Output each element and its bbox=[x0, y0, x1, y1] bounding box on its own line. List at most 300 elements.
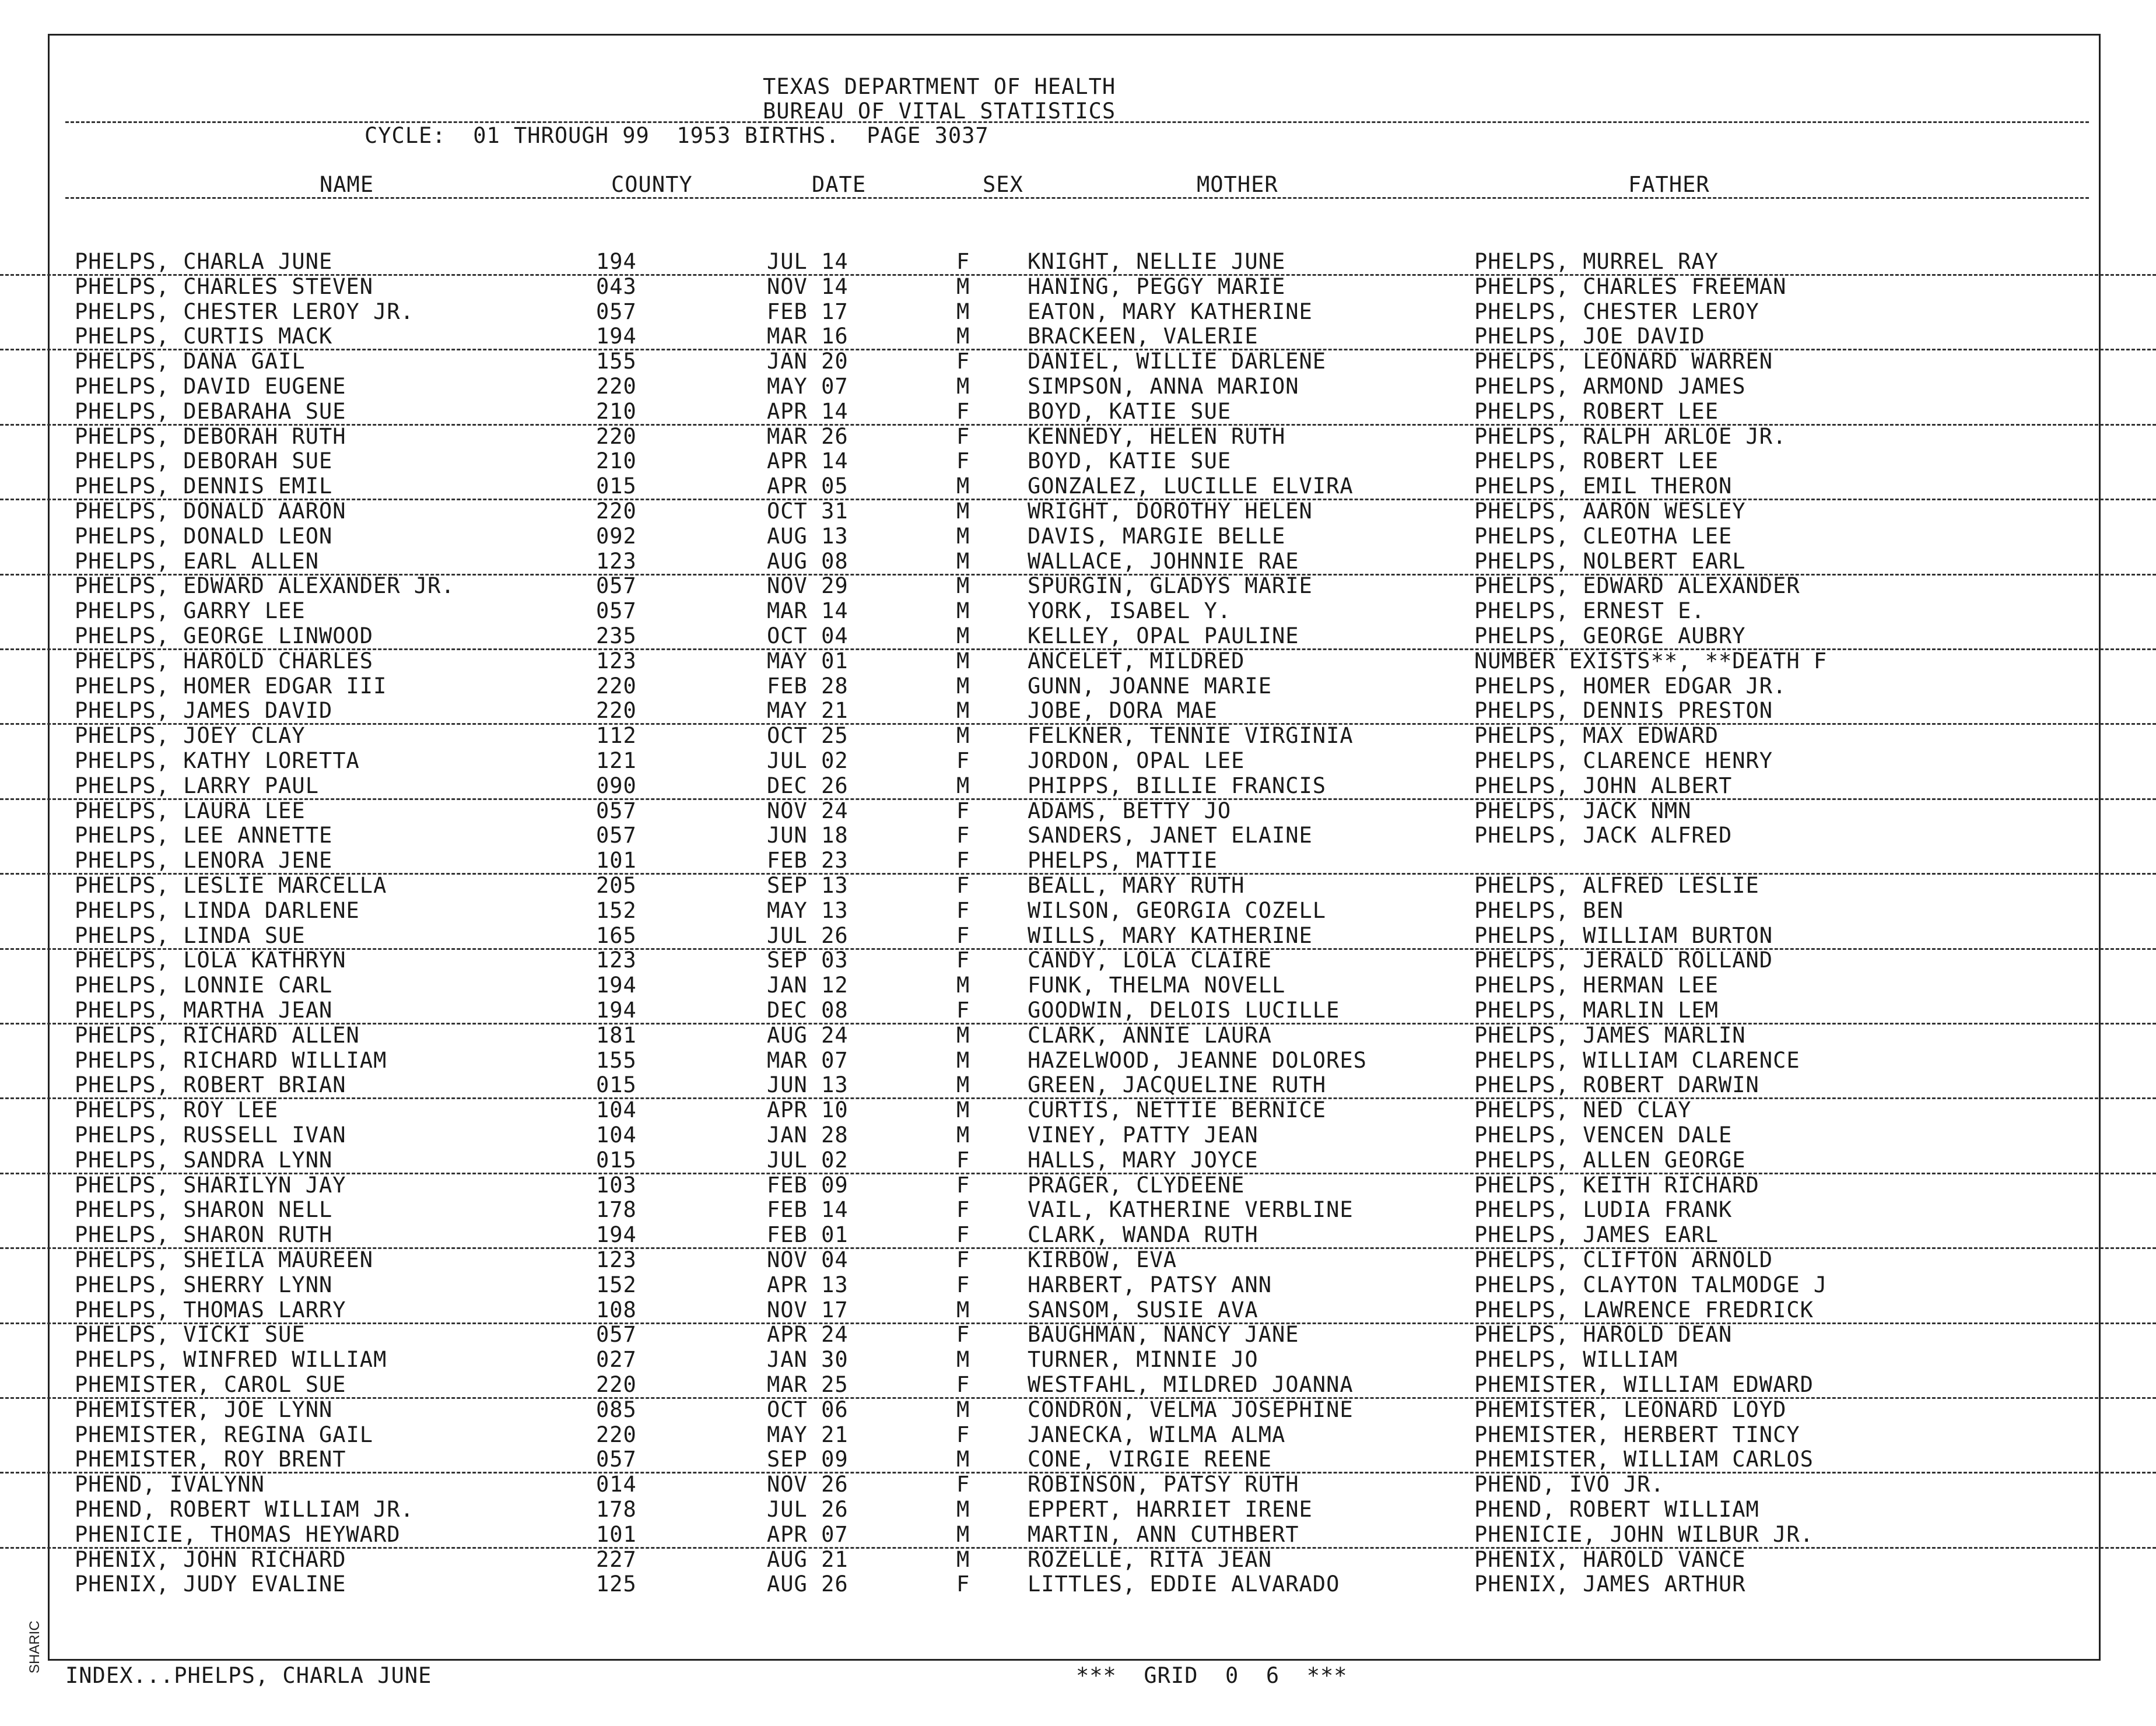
record-date: DEC 26 bbox=[767, 773, 849, 798]
record-name: PHELPS, DENNIS EMIL bbox=[75, 473, 333, 499]
record-mother: ANCELET, MILDRED bbox=[1028, 648, 1245, 673]
footer-grid: *** GRID 0 6 *** bbox=[1076, 1663, 1348, 1688]
record-county: 205 bbox=[596, 873, 637, 898]
record-father: PHELPS, ALLEN GEORGE bbox=[1474, 1147, 1746, 1173]
record-date: NOV 17 bbox=[767, 1297, 849, 1322]
table-row bbox=[0, 1447, 2156, 1474]
record-sex: M bbox=[956, 499, 970, 524]
table-row bbox=[0, 473, 2156, 500]
record-county: 210 bbox=[596, 398, 637, 424]
record-county: 121 bbox=[596, 748, 637, 773]
record-county: 057 bbox=[596, 823, 637, 848]
record-mother: VINEY, PATTY JEAN bbox=[1028, 1122, 1258, 1148]
record-father: PHEND, IVO JR. bbox=[1474, 1472, 1664, 1497]
record-county: 101 bbox=[596, 848, 637, 873]
record-father: PHELPS, CLARENCE HENRY bbox=[1474, 748, 1773, 773]
record-father: PHELPS, CLEOTHA LEE bbox=[1474, 523, 1733, 549]
record-mother: HAZELWOOD, JEANNE DOLORES bbox=[1028, 1047, 1367, 1073]
record-county: 178 bbox=[596, 1197, 637, 1223]
record-mother: GREEN, JACQUELINE RUTH bbox=[1028, 1072, 1327, 1098]
record-date: FEB 01 bbox=[767, 1222, 849, 1248]
record-name: PHELPS, LONNIE CARL bbox=[75, 973, 333, 998]
record-mother: JORDON, OPAL LEE bbox=[1028, 748, 1245, 773]
record-date: JAN 12 bbox=[767, 973, 849, 998]
table-row bbox=[0, 748, 2156, 773]
record-name: PHELPS, SHARON NELL bbox=[75, 1197, 333, 1223]
record-name: PHELPS, GEORGE LINWOOD bbox=[75, 623, 374, 648]
record-sex: F bbox=[956, 848, 970, 873]
record-county: 085 bbox=[596, 1397, 637, 1422]
record-mother: WILLS, MARY KATHERINE bbox=[1028, 922, 1313, 948]
record-date: JAN 30 bbox=[767, 1347, 849, 1373]
table-row bbox=[0, 598, 2156, 623]
record-mother: SPURGIN, GLADYS MARIE bbox=[1028, 573, 1313, 599]
table-row bbox=[0, 773, 2156, 800]
table-row bbox=[0, 648, 2156, 673]
record-father: PHELPS, CHESTER LEROY bbox=[1474, 299, 1759, 324]
record-sex: F bbox=[956, 1147, 970, 1173]
record-name: PHEND, IVALYNN bbox=[75, 1472, 265, 1497]
table-row bbox=[0, 1272, 2156, 1297]
record-mother: SANDERS, JANET ELAINE bbox=[1028, 823, 1313, 848]
record-mother: BEALL, MARY RUTH bbox=[1028, 873, 1245, 898]
record-name: PHELPS, RICHARD WILLIAM bbox=[75, 1047, 387, 1073]
record-date: NOV 24 bbox=[767, 798, 849, 823]
record-sex: F bbox=[956, 1222, 970, 1248]
record-county: 015 bbox=[596, 1072, 637, 1098]
table-row bbox=[0, 798, 2156, 823]
table-row bbox=[0, 948, 2156, 973]
record-name: PHELPS, WINFRED WILLIAM bbox=[75, 1347, 387, 1373]
record-county: 220 bbox=[596, 673, 637, 699]
column-header-sex: SEX bbox=[983, 172, 1023, 197]
column-header-date: DATE bbox=[812, 172, 867, 197]
record-father: PHELPS, BEN bbox=[1474, 897, 1624, 923]
record-name: PHELPS, DEBORAH SUE bbox=[75, 448, 333, 474]
record-father: PHEMISTER, LEONARD LOYD bbox=[1474, 1397, 1787, 1422]
record-father: PHELPS, ALFRED LESLIE bbox=[1474, 873, 1759, 898]
record-sex: M bbox=[956, 973, 970, 998]
record-father: PHELPS, WILLIAM bbox=[1474, 1347, 1678, 1373]
record-name: PHELPS, ROBERT BRIAN bbox=[75, 1072, 346, 1098]
record-sex: M bbox=[956, 1047, 970, 1073]
record-name: PHENIX, JOHN RICHARD bbox=[75, 1546, 346, 1572]
record-county: 220 bbox=[596, 698, 637, 724]
record-date: AUG 13 bbox=[767, 523, 849, 549]
agency-title: TEXAS DEPARTMENT OF HEALTH bbox=[763, 74, 1116, 99]
record-name: PHELPS, CHESTER LEROY JR. bbox=[75, 299, 414, 324]
record-name: PHELPS, EDWARD ALEXANDER JR. bbox=[75, 573, 455, 599]
record-mother: WALLACE, JOHNNIE RAE bbox=[1028, 548, 1299, 574]
table-row bbox=[0, 1372, 2156, 1399]
record-father: PHELPS, WILLIAM CLARENCE bbox=[1474, 1047, 1800, 1073]
table-row bbox=[0, 1023, 2156, 1048]
record-father: PHEMISTER, WILLIAM CARLOS bbox=[1474, 1447, 1814, 1472]
record-county: 181 bbox=[596, 1022, 637, 1048]
record-father: PHELPS, JAMES EARL bbox=[1474, 1222, 1719, 1248]
record-mother: CLARK, WANDA RUTH bbox=[1028, 1222, 1258, 1248]
record-name: PHEMISTER, CAROL SUE bbox=[75, 1372, 346, 1397]
record-date: MAR 14 bbox=[767, 598, 849, 624]
record-date: FEB 28 bbox=[767, 673, 849, 699]
record-mother: PHIPPS, BILLIE FRANCIS bbox=[1028, 773, 1327, 798]
table-row bbox=[0, 698, 2156, 725]
record-father: PHELPS, JACK NMN bbox=[1474, 798, 1692, 823]
record-name: PHELPS, LAURA LEE bbox=[75, 798, 306, 823]
record-mother: WRIGHT, DOROTHY HELEN bbox=[1028, 499, 1313, 524]
record-date: OCT 04 bbox=[767, 623, 849, 648]
record-father: PHELPS, RALPH ARLOE JR. bbox=[1474, 423, 1787, 449]
record-date: JUL 26 bbox=[767, 1497, 849, 1522]
record-county: 155 bbox=[596, 1047, 637, 1073]
record-father: PHELPS, HAROLD DEAN bbox=[1474, 1322, 1733, 1348]
table-row bbox=[0, 549, 2156, 576]
record-date: JAN 20 bbox=[767, 349, 849, 374]
record-name: PHELPS, LINDA DARLENE bbox=[75, 897, 360, 923]
record-county: 220 bbox=[596, 374, 637, 399]
record-sex: F bbox=[956, 998, 970, 1023]
record-mother: GOODWIN, DELOIS LUCILLE bbox=[1028, 998, 1340, 1023]
record-mother: HARBERT, PATSY ANN bbox=[1028, 1272, 1272, 1297]
record-mother: ROZELLE, RITA JEAN bbox=[1028, 1546, 1272, 1572]
record-sex: F bbox=[956, 1197, 970, 1223]
record-sex: M bbox=[956, 299, 970, 324]
table-row bbox=[0, 399, 2156, 426]
record-father: PHELPS, LEONARD WARREN bbox=[1474, 349, 1773, 374]
record-father: PHEMISTER, HERBERT TINCY bbox=[1474, 1422, 1800, 1447]
table-row bbox=[0, 1122, 2156, 1148]
record-date: JUN 18 bbox=[767, 823, 849, 848]
record-county: 220 bbox=[596, 1422, 637, 1447]
record-father: PHELPS, JERALD ROLLAND bbox=[1474, 948, 1773, 973]
record-father: PHELPS, VENCEN DALE bbox=[1474, 1122, 1733, 1148]
record-name: PHELPS, HAROLD CHARLES bbox=[75, 648, 374, 673]
record-father: PHEND, ROBERT WILLIAM bbox=[1474, 1497, 1759, 1522]
record-county: 101 bbox=[596, 1521, 637, 1547]
record-date: APR 24 bbox=[767, 1322, 849, 1348]
record-sex: M bbox=[956, 673, 970, 699]
record-date: OCT 25 bbox=[767, 723, 849, 749]
record-county: 057 bbox=[596, 598, 637, 624]
record-name: PHELPS, CHARLA JUNE bbox=[75, 249, 333, 274]
record-name: PHELPS, JOEY CLAY bbox=[75, 723, 306, 749]
record-county: 104 bbox=[596, 1097, 637, 1123]
record-date: FEB 09 bbox=[767, 1172, 849, 1198]
record-county: 027 bbox=[596, 1347, 637, 1373]
record-county: 152 bbox=[596, 1272, 637, 1297]
record-county: 043 bbox=[596, 273, 637, 299]
record-mother: HALLS, MARY JOYCE bbox=[1028, 1147, 1258, 1173]
record-father: PHELPS, CLIFTON ARNOLD bbox=[1474, 1247, 1773, 1272]
record-county: 103 bbox=[596, 1172, 637, 1198]
record-date: FEB 23 bbox=[767, 848, 849, 873]
record-mother: CONE, VIRGIE REENE bbox=[1028, 1447, 1272, 1472]
record-father: PHELPS, DENNIS PRESTON bbox=[1474, 698, 1773, 724]
record-father: PHELPS, EMIL THERON bbox=[1474, 473, 1733, 499]
record-sex: M bbox=[956, 648, 970, 673]
record-name: PHELPS, RICHARD ALLEN bbox=[75, 1022, 360, 1048]
record-name: PHELPS, DEBORAH RUTH bbox=[75, 423, 346, 449]
record-name: PHELPS, GARRY LEE bbox=[75, 598, 306, 624]
record-date: MAY 01 bbox=[767, 648, 849, 673]
record-sex: F bbox=[956, 1472, 970, 1497]
record-mother: BOYD, KATIE SUE bbox=[1028, 398, 1232, 424]
record-date: MAR 07 bbox=[767, 1047, 849, 1073]
record-sex: M bbox=[956, 1072, 970, 1098]
record-date: APR 05 bbox=[767, 473, 849, 499]
record-date: DEC 08 bbox=[767, 998, 849, 1023]
record-date: NOV 04 bbox=[767, 1247, 849, 1272]
record-name: PHELPS, KATHY LORETTA bbox=[75, 748, 360, 773]
record-sex: F bbox=[956, 1422, 970, 1447]
record-mother: GUNN, JOANNE MARIE bbox=[1028, 673, 1272, 699]
record-father: PHELPS, NED CLAY bbox=[1474, 1097, 1692, 1123]
record-sex: F bbox=[956, 1372, 970, 1397]
table-row bbox=[0, 1322, 2156, 1347]
table-row bbox=[0, 1173, 2156, 1198]
record-sex: M bbox=[956, 1521, 970, 1547]
record-date: APR 14 bbox=[767, 398, 849, 424]
record-date: APR 07 bbox=[767, 1521, 849, 1547]
record-mother: JANECKA, WILMA ALMA bbox=[1028, 1422, 1286, 1447]
record-name: PHELPS, VICKI SUE bbox=[75, 1322, 306, 1348]
record-date: NOV 14 bbox=[767, 273, 849, 299]
record-sex: F bbox=[956, 823, 970, 848]
record-father: PHELPS, NOLBERT EARL bbox=[1474, 548, 1746, 574]
record-mother: CLARK, ANNIE LAURA bbox=[1028, 1022, 1272, 1048]
table-row bbox=[0, 1472, 2156, 1497]
record-date: MAY 21 bbox=[767, 698, 849, 724]
record-sex: M bbox=[956, 1097, 970, 1123]
record-sex: F bbox=[956, 748, 970, 773]
record-name: PHELPS, CURTIS MACK bbox=[75, 324, 333, 349]
record-name: PHELPS, SHERRY LYNN bbox=[75, 1272, 333, 1297]
record-sex: M bbox=[956, 1297, 970, 1322]
record-father: PHELPS, HERMAN LEE bbox=[1474, 973, 1719, 998]
record-mother: LITTLES, EDDIE ALVARADO bbox=[1028, 1571, 1340, 1597]
record-date: JUL 14 bbox=[767, 249, 849, 274]
record-mother: ROBINSON, PATSY RUTH bbox=[1028, 1472, 1299, 1497]
record-mother: EATON, MARY KATHERINE bbox=[1028, 299, 1313, 324]
record-name: PHELPS, DONALD LEON bbox=[75, 523, 333, 549]
record-mother: FUNK, THELMA NOVELL bbox=[1028, 973, 1286, 998]
record-county: 108 bbox=[596, 1297, 637, 1322]
record-county: 220 bbox=[596, 1372, 637, 1397]
record-date: MAY 07 bbox=[767, 374, 849, 399]
record-father: PHELPS, JOE DAVID bbox=[1474, 324, 1705, 349]
record-county: 220 bbox=[596, 499, 637, 524]
table-row bbox=[0, 723, 2156, 748]
record-county: 194 bbox=[596, 324, 637, 349]
record-sex: F bbox=[956, 423, 970, 449]
footer-index: INDEX...PHELPS, CHARLA JUNE bbox=[65, 1663, 432, 1688]
table-row bbox=[0, 1222, 2156, 1249]
record-county: 057 bbox=[596, 1447, 637, 1472]
record-county: 125 bbox=[596, 1571, 637, 1597]
record-mother: TURNER, MINNIE JO bbox=[1028, 1347, 1258, 1373]
record-sex: M bbox=[956, 273, 970, 299]
record-name: PHELPS, DANA GAIL bbox=[75, 349, 306, 374]
table-row bbox=[0, 873, 2156, 898]
record-mother: DANIEL, WILLIE DARLENE bbox=[1028, 349, 1327, 374]
table-row bbox=[0, 1097, 2156, 1122]
record-county: 194 bbox=[596, 249, 637, 274]
table-row bbox=[0, 1422, 2156, 1447]
record-date: MAR 26 bbox=[767, 423, 849, 449]
record-date: FEB 14 bbox=[767, 1197, 849, 1223]
record-sex: M bbox=[956, 1347, 970, 1373]
table-row bbox=[0, 324, 2156, 350]
record-sex: F bbox=[956, 1172, 970, 1198]
record-father: PHENICIE, JOHN WILBUR JR. bbox=[1474, 1521, 1814, 1547]
record-mother: BOYD, KATIE SUE bbox=[1028, 448, 1232, 474]
record-name: PHEND, ROBERT WILLIAM JR. bbox=[75, 1497, 414, 1522]
table-row bbox=[0, 448, 2156, 473]
record-mother: SANSOM, SUSIE AVA bbox=[1028, 1297, 1258, 1322]
record-sex: M bbox=[956, 723, 970, 749]
record-date: MAR 25 bbox=[767, 1372, 849, 1397]
record-father: PHELPS, ERNEST E. bbox=[1474, 598, 1705, 624]
record-mother: JOBE, DORA MAE bbox=[1028, 698, 1218, 724]
record-sex: M bbox=[956, 1546, 970, 1572]
record-sex: F bbox=[956, 448, 970, 474]
record-sex: F bbox=[956, 873, 970, 898]
record-sex: M bbox=[956, 548, 970, 574]
record-sex: M bbox=[956, 698, 970, 724]
table-row bbox=[0, 973, 2156, 998]
record-father: PHELPS, JOHN ALBERT bbox=[1474, 773, 1733, 798]
record-father: PHELPS, KEITH RICHARD bbox=[1474, 1172, 1759, 1198]
record-mother: KIRBOW, EVA bbox=[1028, 1247, 1177, 1272]
record-name: PHELPS, JAMES DAVID bbox=[75, 698, 333, 724]
record-father: PHELPS, MURREL RAY bbox=[1474, 249, 1719, 274]
record-mother: KENNEDY, HELEN RUTH bbox=[1028, 423, 1286, 449]
table-row bbox=[0, 1571, 2156, 1597]
record-name: PHELPS, HOMER EDGAR III bbox=[75, 673, 387, 699]
record-father: PHELPS, MARLIN LEM bbox=[1474, 998, 1719, 1023]
record-name: PHENIX, JUDY EVALINE bbox=[75, 1571, 346, 1597]
record-mother: GONZALEZ, LUCILLE ELVIRA bbox=[1028, 473, 1354, 499]
record-date: AUG 26 bbox=[767, 1571, 849, 1597]
record-father: PHEMISTER, WILLIAM EDWARD bbox=[1474, 1372, 1814, 1397]
record-county: 194 bbox=[596, 998, 637, 1023]
record-date: JUN 13 bbox=[767, 1072, 849, 1098]
record-name: PHEMISTER, REGINA GAIL bbox=[75, 1422, 374, 1447]
table-row bbox=[0, 998, 2156, 1025]
record-mother: SIMPSON, ANNA MARION bbox=[1028, 374, 1299, 399]
record-sex: M bbox=[956, 1497, 970, 1522]
record-sex: F bbox=[956, 897, 970, 923]
record-sex: F bbox=[956, 922, 970, 948]
record-county: 057 bbox=[596, 299, 637, 324]
record-sex: F bbox=[956, 948, 970, 973]
record-sex: F bbox=[956, 1571, 970, 1597]
record-sex: M bbox=[956, 773, 970, 798]
record-name: PHELPS, DONALD AARON bbox=[75, 499, 346, 524]
record-date: JUL 26 bbox=[767, 922, 849, 948]
record-name: PHELPS, LENORA JENE bbox=[75, 848, 333, 873]
table-row bbox=[0, 1247, 2156, 1272]
record-name: PHELPS, RUSSELL IVAN bbox=[75, 1122, 346, 1148]
table-row bbox=[0, 349, 2156, 374]
record-county: 057 bbox=[596, 1322, 637, 1348]
record-father: PHELPS, ROBERT LEE bbox=[1474, 398, 1719, 424]
record-name: PHELPS, LOLA KATHRYN bbox=[75, 948, 346, 973]
table-row bbox=[0, 1048, 2156, 1073]
record-name: PHELPS, SHARILYN JAY bbox=[75, 1172, 346, 1198]
column-header-mother: MOTHER bbox=[1197, 172, 1278, 197]
record-mother: CURTIS, NETTIE BERNICE bbox=[1028, 1097, 1327, 1123]
record-county: 155 bbox=[596, 349, 637, 374]
record-father: PHELPS, LAWRENCE FREDRICK bbox=[1474, 1297, 1814, 1322]
record-sex: M bbox=[956, 324, 970, 349]
microfilm-stamp: SHARIC bbox=[27, 1620, 43, 1674]
record-name: PHELPS, LESLIE MARCELLA bbox=[75, 873, 387, 898]
table-row bbox=[0, 1072, 2156, 1099]
record-sex: M bbox=[956, 1122, 970, 1148]
record-mother: PRAGER, CLYDEENE bbox=[1028, 1172, 1245, 1198]
record-sex: M bbox=[956, 1397, 970, 1422]
record-name: PHELPS, LEE ANNETTE bbox=[75, 823, 333, 848]
table-row bbox=[0, 524, 2156, 549]
table-row bbox=[0, 1197, 2156, 1222]
record-sex: F bbox=[956, 1272, 970, 1297]
record-sex: F bbox=[956, 1322, 970, 1348]
record-name: PHELPS, ROY LEE bbox=[75, 1097, 279, 1123]
column-header-county: COUNTY bbox=[611, 172, 693, 197]
record-date: JUL 02 bbox=[767, 1147, 849, 1173]
record-date: SEP 13 bbox=[767, 873, 849, 898]
record-mother: PHELPS, MATTIE bbox=[1028, 848, 1218, 873]
record-name: PHEMISTER, ROY BRENT bbox=[75, 1447, 346, 1472]
record-date: MAY 13 bbox=[767, 897, 849, 923]
record-county: 123 bbox=[596, 648, 637, 673]
record-sex: M bbox=[956, 573, 970, 599]
record-date: AUG 21 bbox=[767, 1546, 849, 1572]
table-row bbox=[0, 923, 2156, 950]
record-father: NUMBER EXISTS**, **DEATH F bbox=[1474, 648, 1828, 673]
record-mother: MARTIN, ANN CUTHBERT bbox=[1028, 1521, 1299, 1547]
record-sex: M bbox=[956, 623, 970, 648]
record-sex: F bbox=[956, 349, 970, 374]
record-county: 104 bbox=[596, 1122, 637, 1148]
table-row bbox=[0, 374, 2156, 399]
record-date: APR 14 bbox=[767, 448, 849, 474]
record-name: PHELPS, SANDRA LYNN bbox=[75, 1147, 333, 1173]
record-father: PHELPS, ROBERT DARWIN bbox=[1474, 1072, 1759, 1098]
table-row bbox=[0, 1397, 2156, 1422]
record-sex: M bbox=[956, 374, 970, 399]
record-county: 057 bbox=[596, 573, 637, 599]
record-father: PHELPS, CHARLES FREEMAN bbox=[1474, 273, 1787, 299]
record-sex: F bbox=[956, 798, 970, 823]
table-row bbox=[0, 673, 2156, 699]
record-father: PHELPS, LUDIA FRANK bbox=[1474, 1197, 1733, 1223]
record-date: SEP 09 bbox=[767, 1447, 849, 1472]
record-county: 112 bbox=[596, 723, 637, 749]
record-father: PHELPS, EDWARD ALEXANDER bbox=[1474, 573, 1800, 599]
table-row bbox=[0, 1497, 2156, 1522]
record-county: 123 bbox=[596, 948, 637, 973]
record-mother: KNIGHT, NELLIE JUNE bbox=[1028, 249, 1286, 274]
record-date: AUG 08 bbox=[767, 548, 849, 574]
record-name: PHELPS, THOMAS LARRY bbox=[75, 1297, 346, 1322]
table-row bbox=[0, 848, 2156, 875]
record-mother: KELLEY, OPAL PAULINE bbox=[1028, 623, 1299, 648]
record-name: PHELPS, LARRY PAUL bbox=[75, 773, 319, 798]
record-date: OCT 31 bbox=[767, 499, 849, 524]
record-father: PHENIX, JAMES ARTHUR bbox=[1474, 1571, 1746, 1597]
